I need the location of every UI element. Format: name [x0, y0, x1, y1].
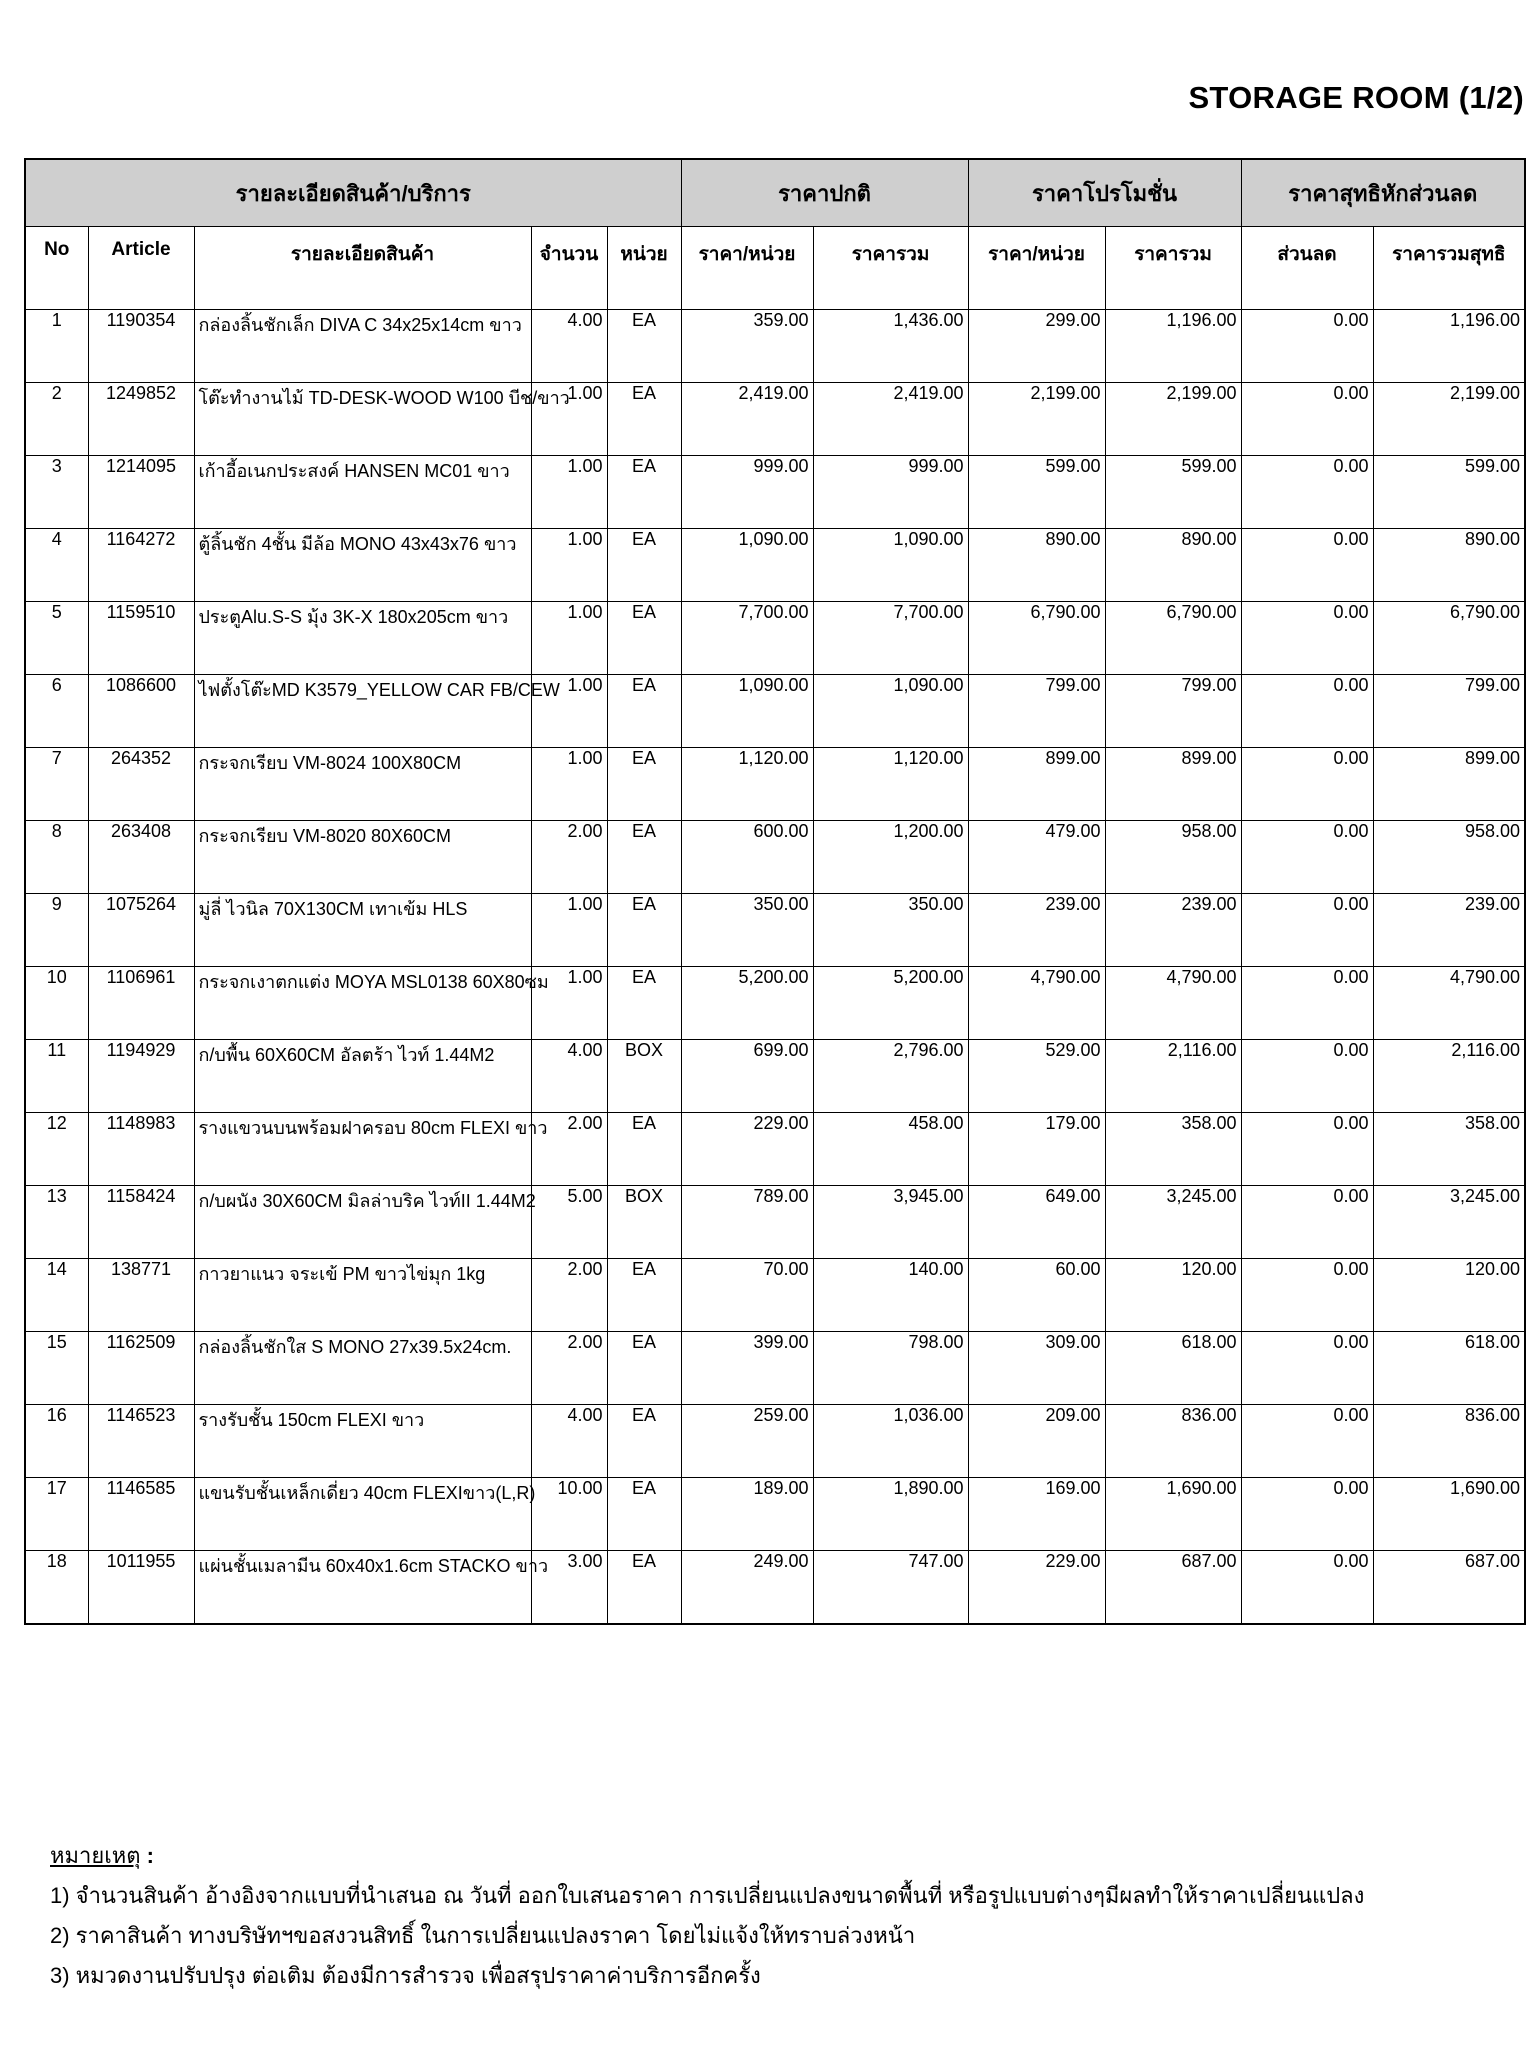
cell-promo-unit-price: 890.00 [968, 529, 1105, 602]
cell-net-total: 1,690.00 [1373, 1478, 1525, 1551]
cell-net-total: 899.00 [1373, 748, 1525, 821]
cell-total: 747.00 [813, 1551, 968, 1625]
cell-total: 999.00 [813, 456, 968, 529]
cell-description: โต๊ะทำงานไม้ TD-DESK-WOOD W100 บีช/ขาว [194, 383, 531, 456]
column-header-discount: ส่วนลด [1241, 227, 1373, 310]
cell-promo-unit-price: 4,790.00 [968, 967, 1105, 1040]
cell-net-total: 239.00 [1373, 894, 1525, 967]
column-header-unit: หน่วย [607, 227, 681, 310]
table-row [25, 1332, 1525, 1405]
cell-description: กระจกเงาตกแต่ง MOYA MSL0138 60X80ซม [194, 967, 531, 1040]
table-row [25, 529, 1525, 602]
cell-qty: 2.00 [531, 821, 607, 894]
cell-discount: 0.00 [1241, 821, 1373, 894]
cell-unit-price: 399.00 [681, 1332, 813, 1405]
cell-discount: 0.00 [1241, 1551, 1373, 1625]
table-row [25, 675, 1525, 748]
cell-total: 2,419.00 [813, 383, 968, 456]
cell-promo-unit-price: 799.00 [968, 675, 1105, 748]
cell-unit-price: 350.00 [681, 894, 813, 967]
cell-discount: 0.00 [1241, 1186, 1373, 1259]
cell-unit-price: 359.00 [681, 310, 813, 383]
cell-net-total: 599.00 [1373, 456, 1525, 529]
table-row [25, 821, 1525, 894]
cell-description: กระจกเรียบ VM-8020 80X60CM [194, 821, 531, 894]
cell-promo-total: 2,116.00 [1105, 1040, 1241, 1113]
cell-promo-total: 3,245.00 [1105, 1186, 1241, 1259]
cell-promo-total: 799.00 [1105, 675, 1241, 748]
note-item-2: 2) ราคาสินค้า ทางบริษัทฯขอสงวนสิทธิ์ ในการเปลี่ยนแปลงราคา โดยไม่แจ้งให้ทราบล่วงหน้า [50, 1923, 916, 1948]
cell-discount: 0.00 [1241, 1478, 1373, 1551]
cell-unit: EA [607, 821, 681, 894]
cell-description: ไฟตั้งโต๊ะMD K3579_YELLOW CAR FB/CEW [194, 675, 531, 748]
cell-promo-unit-price: 6,790.00 [968, 602, 1105, 675]
cell-unit: EA [607, 456, 681, 529]
cell-description: ตู้ลิ้นชัก 4ชั้น มีล้อ MONO 43x43x76 ขาว [194, 529, 531, 602]
cell-article: 1214095 [88, 456, 194, 529]
cell-description: มู่ลี่ ไวนิล 70X130CM เทาเข้ม HLS [194, 894, 531, 967]
cell-description: ก/บผนัง 30X60CM มิลล่าบริค ไวท์II 1.44M2 [194, 1186, 531, 1259]
cell-net-total: 836.00 [1373, 1405, 1525, 1478]
cell-no: 10 [25, 967, 88, 1040]
cell-promo-total: 1,690.00 [1105, 1478, 1241, 1551]
cell-total: 2,796.00 [813, 1040, 968, 1113]
cell-promo-total: 599.00 [1105, 456, 1241, 529]
cell-no: 9 [25, 894, 88, 967]
cell-unit-price: 789.00 [681, 1186, 813, 1259]
cell-no: 13 [25, 1186, 88, 1259]
cell-no: 2 [25, 383, 88, 456]
cell-qty: 1.00 [531, 456, 607, 529]
cell-unit: EA [607, 1113, 681, 1186]
cell-unit: EA [607, 1259, 681, 1332]
cell-unit-price: 249.00 [681, 1551, 813, 1625]
cell-promo-unit-price: 209.00 [968, 1405, 1105, 1478]
cell-discount: 0.00 [1241, 310, 1373, 383]
cell-promo-total: 358.00 [1105, 1113, 1241, 1186]
cell-promo-total: 890.00 [1105, 529, 1241, 602]
cell-description: กล่องลิ้นชักเล็ก DIVA C 34x25x14cm ขาว [194, 310, 531, 383]
cell-unit: EA [607, 1478, 681, 1551]
cell-article: 1146585 [88, 1478, 194, 1551]
column-header-description: รายละเอียดสินค้า [194, 227, 531, 310]
cell-qty: 1.00 [531, 748, 607, 821]
cell-qty: 5.00 [531, 1186, 607, 1259]
cell-unit: EA [607, 748, 681, 821]
cell-promo-total: 899.00 [1105, 748, 1241, 821]
cell-article: 264352 [88, 748, 194, 821]
cell-qty: 1.00 [531, 602, 607, 675]
column-header-net-total: ราคารวมสุทธิ [1373, 227, 1525, 310]
table-row [25, 1113, 1525, 1186]
notes-heading: หมายเหตุ [50, 1843, 141, 1868]
cell-unit: BOX [607, 1040, 681, 1113]
cell-unit-price: 229.00 [681, 1113, 813, 1186]
cell-unit: EA [607, 310, 681, 383]
cell-no: 14 [25, 1259, 88, 1332]
cell-promo-total: 120.00 [1105, 1259, 1241, 1332]
page-title: STORAGE ROOM (1/2) [1188, 80, 1524, 115]
cell-promo-unit-price: 169.00 [968, 1478, 1105, 1551]
cell-article: 1162509 [88, 1332, 194, 1405]
cell-unit: EA [607, 894, 681, 967]
cell-total: 1,090.00 [813, 529, 968, 602]
cell-article: 1159510 [88, 602, 194, 675]
cell-description: เก้าอี้อเนกประสงค์ HANSEN MC01 ขาว [194, 456, 531, 529]
cell-no: 15 [25, 1332, 88, 1405]
cell-unit-price: 1,090.00 [681, 529, 813, 602]
cell-net-total: 1,196.00 [1373, 310, 1525, 383]
table-row [25, 748, 1525, 821]
cell-total: 798.00 [813, 1332, 968, 1405]
cell-promo-unit-price: 529.00 [968, 1040, 1105, 1113]
cell-unit: EA [607, 1332, 681, 1405]
cell-net-total: 687.00 [1373, 1551, 1525, 1625]
group-header-promo-price: ราคาโปรโมชั่น [968, 159, 1241, 227]
cell-discount: 0.00 [1241, 1332, 1373, 1405]
table-row [25, 1040, 1525, 1113]
group-header-row [25, 159, 1525, 227]
cell-promo-unit-price: 179.00 [968, 1113, 1105, 1186]
cell-description: แผ่นชั้นเมลามีน 60x40x1.6cm STACKO ขาว [194, 1551, 531, 1625]
table-row [25, 1259, 1525, 1332]
cell-article: 1164272 [88, 529, 194, 602]
table-row [25, 456, 1525, 529]
cell-article: 1011955 [88, 1551, 194, 1625]
cell-no: 3 [25, 456, 88, 529]
column-header-qty: จำนวน [531, 227, 607, 310]
cell-qty: 2.00 [531, 1332, 607, 1405]
cell-total: 1,200.00 [813, 821, 968, 894]
cell-promo-total: 618.00 [1105, 1332, 1241, 1405]
cell-unit: EA [607, 529, 681, 602]
cell-no: 16 [25, 1405, 88, 1478]
cell-unit: EA [607, 602, 681, 675]
table-row [25, 1405, 1525, 1478]
cell-unit: EA [607, 383, 681, 456]
column-header-promo-total: ราคารวม [1105, 227, 1241, 310]
cell-description: กาวยาแนว จระเข้ PM ขาวไข่มุก 1kg [194, 1259, 531, 1332]
cell-promo-unit-price: 299.00 [968, 310, 1105, 383]
cell-unit: BOX [607, 1186, 681, 1259]
cell-promo-total: 1,196.00 [1105, 310, 1241, 383]
cell-qty: 4.00 [531, 1040, 607, 1113]
cell-qty: 1.00 [531, 967, 607, 1040]
table-row [25, 967, 1525, 1040]
cell-no: 4 [25, 529, 88, 602]
table-row [25, 1186, 1525, 1259]
cell-unit-price: 5,200.00 [681, 967, 813, 1040]
cell-discount: 0.00 [1241, 1040, 1373, 1113]
table-row [25, 1551, 1525, 1625]
cell-description: กล่องลิ้นชักใส S MONO 27x39.5x24cm. [194, 1332, 531, 1405]
cell-discount: 0.00 [1241, 675, 1373, 748]
cell-article: 263408 [88, 821, 194, 894]
cell-unit-price: 70.00 [681, 1259, 813, 1332]
cell-net-total: 799.00 [1373, 675, 1525, 748]
cell-article: 1194929 [88, 1040, 194, 1113]
cell-promo-total: 958.00 [1105, 821, 1241, 894]
cell-discount: 0.00 [1241, 602, 1373, 675]
cell-no: 6 [25, 675, 88, 748]
cell-article: 1190354 [88, 310, 194, 383]
cell-net-total: 4,790.00 [1373, 967, 1525, 1040]
cell-qty: 3.00 [531, 1551, 607, 1625]
cell-promo-total: 6,790.00 [1105, 602, 1241, 675]
cell-promo-total: 2,199.00 [1105, 383, 1241, 456]
cell-unit: EA [607, 1551, 681, 1625]
column-header-total: ราคารวม [813, 227, 968, 310]
cell-qty: 1.00 [531, 529, 607, 602]
cell-unit-price: 2,419.00 [681, 383, 813, 456]
cell-qty: 10.00 [531, 1478, 607, 1551]
cell-net-total: 2,116.00 [1373, 1040, 1525, 1113]
cell-qty: 1.00 [531, 675, 607, 748]
column-header-no: No [25, 227, 88, 310]
cell-unit-price: 999.00 [681, 456, 813, 529]
notes-section [50, 1836, 1364, 1996]
cell-unit-price: 7,700.00 [681, 602, 813, 675]
cell-promo-total: 687.00 [1105, 1551, 1241, 1625]
table-body [25, 310, 1525, 1625]
table-row [25, 383, 1525, 456]
cell-discount: 0.00 [1241, 967, 1373, 1040]
cell-unit-price: 600.00 [681, 821, 813, 894]
cell-discount: 0.00 [1241, 456, 1373, 529]
cell-promo-unit-price: 649.00 [968, 1186, 1105, 1259]
cell-article: 138771 [88, 1259, 194, 1332]
cell-total: 350.00 [813, 894, 968, 967]
cell-unit-price: 1,090.00 [681, 675, 813, 748]
cell-promo-unit-price: 599.00 [968, 456, 1105, 529]
cell-promo-unit-price: 229.00 [968, 1551, 1105, 1625]
quotation-table [24, 158, 1526, 1625]
cell-net-total: 958.00 [1373, 821, 1525, 894]
cell-no: 12 [25, 1113, 88, 1186]
cell-qty: 4.00 [531, 310, 607, 383]
cell-net-total: 890.00 [1373, 529, 1525, 602]
notes-heading-line [50, 1836, 1364, 1876]
cell-net-total: 358.00 [1373, 1113, 1525, 1186]
cell-promo-unit-price: 899.00 [968, 748, 1105, 821]
cell-discount: 0.00 [1241, 1113, 1373, 1186]
note-item-1: 1) จำนวนสินค้า อ้างอิงจากแบบที่นำเสนอ ณ วันที่ ออกใบเสนอราคา การเปลี่ยนแปลงขนาดพื้นที่ หรือรูปแบบต่างๆมีผลทำให้ราคาเปลี่ยนแปลง [50, 1883, 1365, 1908]
cell-qty: 2.00 [531, 1259, 607, 1332]
column-header-article: Article [88, 227, 194, 310]
table-row [25, 602, 1525, 675]
cell-total: 7,700.00 [813, 602, 968, 675]
cell-net-total: 2,199.00 [1373, 383, 1525, 456]
cell-unit: EA [607, 675, 681, 748]
cell-no: 1 [25, 310, 88, 383]
cell-total: 1,090.00 [813, 675, 968, 748]
cell-no: 8 [25, 821, 88, 894]
cell-no: 7 [25, 748, 88, 821]
cell-discount: 0.00 [1241, 748, 1373, 821]
cell-no: 5 [25, 602, 88, 675]
cell-description: ประตูAlu.S-S มุ้ง 3K-X 180x205cm ขาว [194, 602, 531, 675]
cell-discount: 0.00 [1241, 529, 1373, 602]
table-row [25, 1478, 1525, 1551]
cell-total: 140.00 [813, 1259, 968, 1332]
cell-description: กระจกเรียบ VM-8024 100X80CM [194, 748, 531, 821]
cell-no: 11 [25, 1040, 88, 1113]
cell-discount: 0.00 [1241, 1405, 1373, 1478]
cell-promo-total: 239.00 [1105, 894, 1241, 967]
cell-description: รางรับชั้น 150cm FLEXI ขาว [194, 1405, 531, 1478]
cell-article: 1158424 [88, 1186, 194, 1259]
cell-total: 1,120.00 [813, 748, 968, 821]
cell-total: 1,436.00 [813, 310, 968, 383]
cell-promo-unit-price: 479.00 [968, 821, 1105, 894]
cell-unit-price: 699.00 [681, 1040, 813, 1113]
cell-unit: EA [607, 1405, 681, 1478]
table-row [25, 310, 1525, 383]
notes-colon: : [140, 1843, 155, 1868]
cell-unit-price: 189.00 [681, 1478, 813, 1551]
cell-qty: 2.00 [531, 1113, 607, 1186]
cell-article: 1086600 [88, 675, 194, 748]
cell-unit-price: 259.00 [681, 1405, 813, 1478]
cell-article: 1075264 [88, 894, 194, 967]
cell-total: 5,200.00 [813, 967, 968, 1040]
cell-description: แขนรับชั้นเหล็กเดี่ยว 40cm FLEXIขาว(L,R) [194, 1478, 531, 1551]
cell-no: 18 [25, 1551, 88, 1625]
column-header-unit-price: ราคา/หน่วย [681, 227, 813, 310]
cell-article: 1146523 [88, 1405, 194, 1478]
table-row [25, 894, 1525, 967]
cell-description: รางแขวนบนพร้อมฝาครอบ 80cm FLEXI ขาว [194, 1113, 531, 1186]
note-item-3: 3) หมวดงานปรับปรุง ต่อเติม ต้องมีการสำรวจ เพื่อสรุปราคาค่าบริการอีกครั้ง [50, 1963, 761, 1988]
cell-net-total: 618.00 [1373, 1332, 1525, 1405]
cell-qty: 1.00 [531, 894, 607, 967]
cell-total: 3,945.00 [813, 1186, 968, 1259]
cell-qty: 1.00 [531, 383, 607, 456]
cell-article: 1106961 [88, 967, 194, 1040]
cell-promo-total: 4,790.00 [1105, 967, 1241, 1040]
cell-promo-unit-price: 2,199.00 [968, 383, 1105, 456]
group-header-normal-price: ราคาปกติ [681, 159, 968, 227]
cell-total: 1,036.00 [813, 1405, 968, 1478]
cell-promo-total: 836.00 [1105, 1405, 1241, 1478]
cell-article: 1249852 [88, 383, 194, 456]
cell-discount: 0.00 [1241, 1259, 1373, 1332]
cell-net-total: 3,245.00 [1373, 1186, 1525, 1259]
cell-promo-unit-price: 309.00 [968, 1332, 1105, 1405]
cell-promo-unit-price: 60.00 [968, 1259, 1105, 1332]
cell-article: 1148983 [88, 1113, 194, 1186]
cell-discount: 0.00 [1241, 894, 1373, 967]
column-header-row [25, 227, 1525, 310]
cell-net-total: 6,790.00 [1373, 602, 1525, 675]
cell-description: ก/บพื้น 60X60CM อัลตร้า ไวท์ 1.44M2 [194, 1040, 531, 1113]
cell-unit: EA [607, 967, 681, 1040]
cell-qty: 4.00 [531, 1405, 607, 1478]
cell-unit-price: 1,120.00 [681, 748, 813, 821]
cell-total: 1,890.00 [813, 1478, 968, 1551]
cell-no: 17 [25, 1478, 88, 1551]
group-header-description: รายละเอียดสินค้า/บริการ [25, 159, 681, 227]
cell-net-total: 120.00 [1373, 1259, 1525, 1332]
column-header-promo-unit-price: ราคา/หน่วย [968, 227, 1105, 310]
cell-total: 458.00 [813, 1113, 968, 1186]
cell-promo-unit-price: 239.00 [968, 894, 1105, 967]
group-header-net-price: ราคาสุทธิหักส่วนลด [1241, 159, 1525, 227]
cell-discount: 0.00 [1241, 383, 1373, 456]
